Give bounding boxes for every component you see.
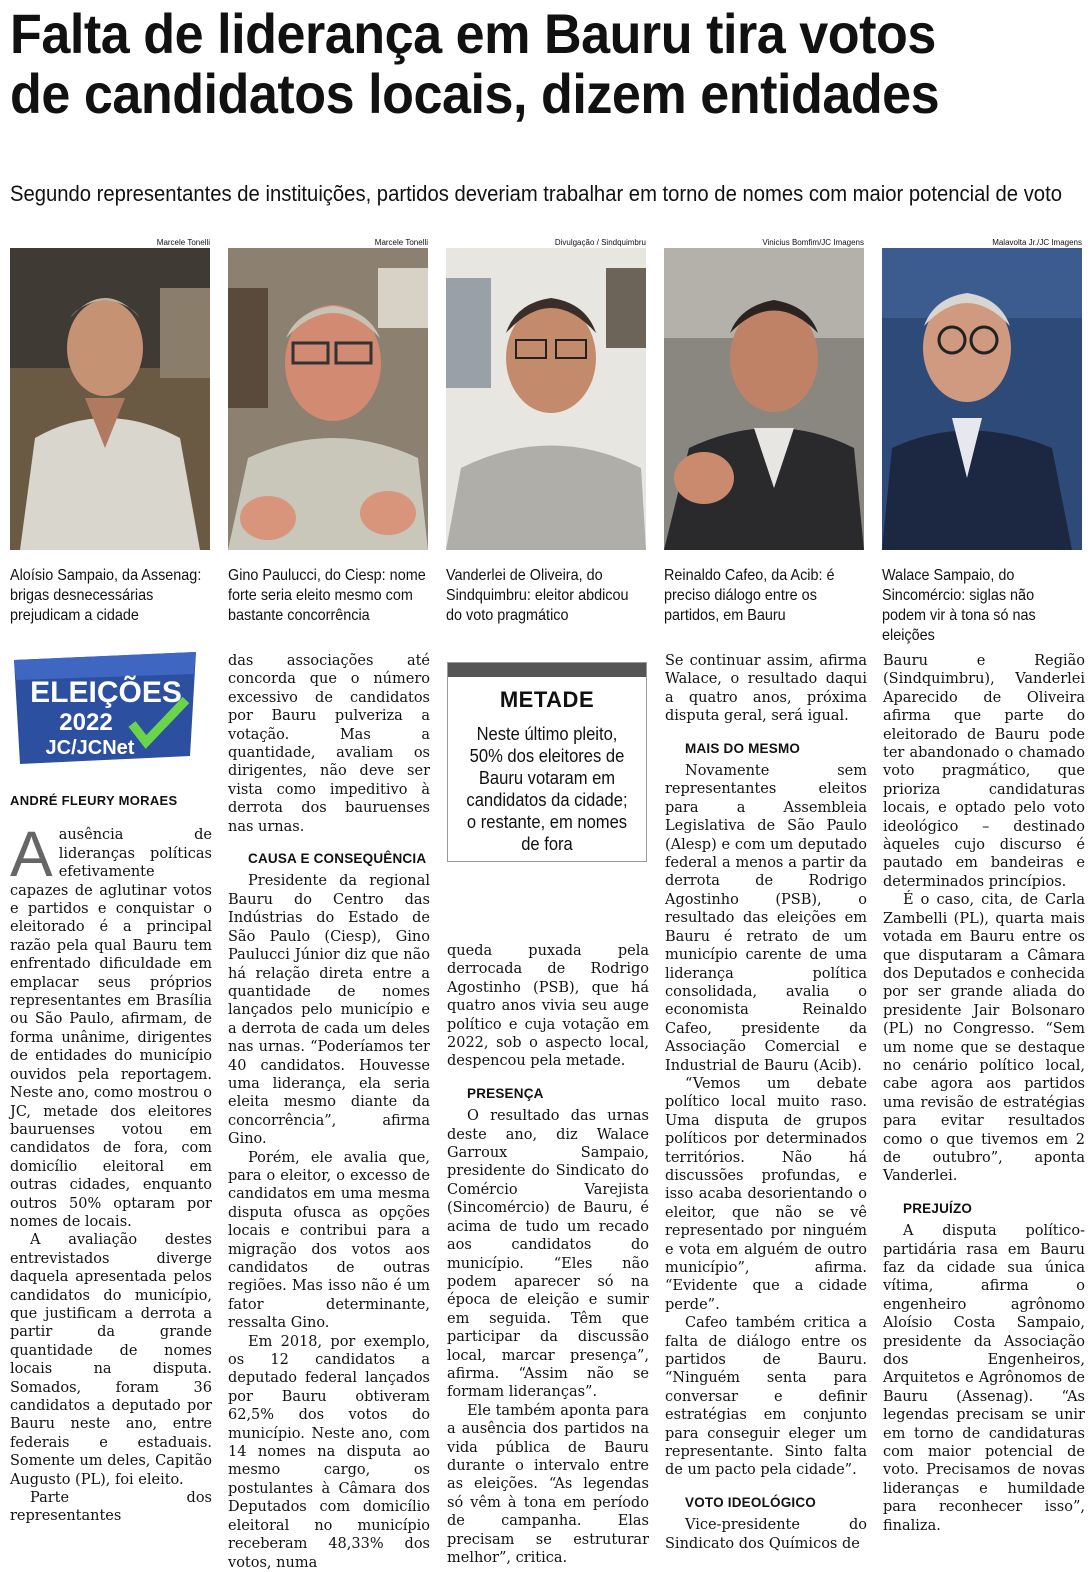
- article-paragraph: Vice-presidente do Sindicato dos Químicos de: [665, 1517, 867, 1552]
- section-heading: PRESENÇA: [467, 1085, 544, 1101]
- article-paragraph: Aausência de lideranças políticas efetivamente capazes de aglutinar votos e partidos e conquistar o eleitorado é a principal razão pela qual Bauru tem enfrentado dificuldade em emplacar seus próprios representantes em Brasília ou São Paulo, afirmam, de forma unânime, dirigentes de entidades do município ouvidos pela reportagem. Neste ano, como mostrou o JC, metade dos eleitores bauruenses votou em candidatos de fora, com domicílio eleitoral em outras cidades, enquanto outros 50% optaram por nomes de locais.: [10, 818, 212, 1230]
- article-column-5: [883, 652, 1085, 1535]
- article-paragraph: Porém, ele avalia que, para o eleitor, o excesso de candidatos em uma mesma disputa ofusca as opções locais e contribui para a migração dos votos aos candidatos de outras regiões. Mas isso não é um fator determinante, ressalta Gino.: [228, 1149, 430, 1332]
- elections-badge: [10, 650, 202, 768]
- article-paragraph: Novamente sem representantes eleitos para a Assembleia Legislativa de São Paulo (Alesp) e com um deputado federal a menos a partir da derrota de Rodrigo Agostinho (PSB), o resultado das eleições em Bauru é retrato de um município carente de uma liderança política consolidada, avalia o economista Reinaldo Cafeo, presidente da Associação Comercial e Industrial de Bauru (Acib).: [665, 763, 867, 1074]
- article-paragraph: É o caso, cita, de Carla Zambelli (PL), quarta mais votada em Bauru entre os que disputaram a Câmara dos Deputados e conhecida por ser grande aliada do presidente Jair Bolsonaro (PL) no Congresso. “Sem um nome que se destaque no cenário político local, cabe agora aos partidos uma revisão de estratégias para evitar resultados como o que tivemos em 2 de outubro”, aponta Vanderlei.: [883, 892, 1085, 1185]
- sidebar-text: Neste último pleito, 50% dos eleitores de Bauru votaram em candidatos da cidade; o restante, em nomes de fora: [466, 724, 628, 854]
- photo-credit: Marcele Tonelli: [374, 238, 428, 247]
- photo-caption: Walace Sampaio, do Sincomércio: siglas não podem vir à tona só nas eleições: [882, 567, 1036, 644]
- byline: ANDRÉ FLEURY MORAES: [10, 793, 178, 808]
- badge-year: 2022: [59, 709, 113, 736]
- sidebar-box: [447, 662, 647, 862]
- portrait-photo: [446, 248, 646, 550]
- portrait-photo: [10, 248, 210, 550]
- article-paragraph: Em 2018, por exemplo, os 12 candidatos a deputado federal lançados por Bauru obtiveram 62,5% dos votos do município. Neste ano, com 14 nomes na disputa ao mesmo cargo, os postulantes à Câmara dos Deputados com domicílio eleitoral no município receberam 48,33% dos votos, numa: [228, 1333, 430, 1571]
- article-paragraph: Parte dos representantes: [10, 1490, 212, 1525]
- badge-title: ELEIÇÕES: [30, 676, 182, 709]
- portrait-photo: [664, 248, 864, 550]
- article-paragraph: Se continuar assim, afirma Walace, o resultado daqui a quatro anos, próxima disputa geral, será igual.: [665, 653, 867, 725]
- headline-line-1: Falta de liderança em Bauru tira votos: [10, 2, 936, 65]
- article-column-4: [665, 652, 867, 1553]
- headline-line-2: de candidatos locais, dizem entidades: [10, 62, 940, 125]
- photo-credit: Marcele Tonelli: [156, 238, 210, 247]
- photo-block-paulucci: [228, 238, 428, 626]
- drop-cap: A: [10, 818, 53, 891]
- article-paragraph: “Vemos um debate político local muito raso. Uma disputa de grupos políticos por determinados territórios. Não há discussões profundas, e isso acaba desorientando o eleitor, que não se vê representado por ninguém e vota em alguém de outro município”, afirma. “Evidente que a cidade perde”.: [665, 1075, 867, 1313]
- photo-credit: Vinicius Bomfim/JC Imagens: [762, 238, 864, 247]
- article-column-1: [10, 792, 212, 1526]
- headline: [10, 4, 1009, 124]
- sidebar-bar: [448, 663, 646, 677]
- photo-caption: Reinaldo Cafeo, da Acib: é preciso diálogo entre os partidos, em Bauru: [664, 567, 835, 624]
- photo-credit: Divulgação / Sindquimbru: [554, 238, 646, 247]
- article-paragraph: O resultado das urnas deste ano, diz Walace Garroux Sampaio, presidente do Sindicato do Comércio Varejista (Sincomércio) de Bauru, é acima de tudo um recado aos candidatos do município. “Eles não podem aparecer só na época de eleição e sumir em seguida. Têm que participar da discussão local, marcar presença”, afirma. “Assim não se formam lideranças”.: [447, 1108, 649, 1401]
- article-column-2: [228, 652, 430, 1572]
- portrait-photo: [228, 248, 428, 550]
- article-paragraph: Presidente da regional Bauru do Centro das Indústrias do Estado de São Paulo (Ciesp), Gino Paulucci Júnior diz que não há relação direta entre a quantidade de nomes lançados pelo município e a derrota de cada um deles nas urnas. “Poderíamos ter 40 candidatos. Houvesse uma liderança, ela seria eleita mesmo diante da concorrência”, afirma Gino.: [228, 873, 430, 1148]
- photo-caption: Vanderlei de Oliveira, do Sindquimbru: eleitor abdicou do voto pragmático: [446, 567, 629, 624]
- sidebar-title: METADE: [499, 687, 595, 712]
- badge-brand: JC/JCNet: [45, 737, 135, 759]
- photo-block-walace: [882, 238, 1082, 646]
- article-paragraph: Cafeo também critica a falta de diálogo entre os partidos de Bauru. “Ninguém senta para conversar e definir estratégias em conjunto para conseguir eleger um representante. Sinto falta de um pacto pela cidade”.: [665, 1315, 867, 1479]
- photo-block-oliveira: [446, 238, 646, 626]
- photo-credit: Malavolta Jr./JC Imagens: [992, 238, 1082, 247]
- article-column-3: [447, 942, 649, 1567]
- article-paragraph: A disputa político-partidária rasa em Bauru faz da cidade sua única vítima, afirma o engenheiro agrônomo Aloísio Costa Sampaio, presidente da Associação dos Engenheiros, Arquitetos e Agrônomos de Bauru (Assenag). “As legendas precisam se unir em torno de candidaturas com maior potencial de voto. Precisamos de novas lideranças e humildade para reconhecer isso”, finaliza.: [883, 1223, 1085, 1534]
- section-heading: VOTO IDEOLÓGICO: [685, 1494, 817, 1510]
- article-paragraph: Bauru e Região (Sindquimbru), Vanderlei Aparecido de Oliveira afirma que parte do eleitorado de Bauru pode ter abandonado o chamado voto pragmático, que prioriza candidaturas locais, e optado pelo voto ideológico – destinado àqueles cujo discurso é pautado em bandeiras e determinados princípios.: [883, 653, 1085, 890]
- article-paragraph: queda puxada pela derrocada de Rodrigo Agostinho (PSB), que há quatro anos vivia seu auge político e cuja votação em 2022, sob o aspecto local, despencou pela metade.: [447, 943, 649, 1070]
- photo-block-cafeo: [664, 238, 864, 626]
- article-paragraph: Ele também aponta para a ausência dos partidos na vida pública de Bauru durante o intervalo entre as eleições. “As legendas só vêm à tona em período de campanha. Elas precisam se estruturar melhor”, critica.: [447, 1402, 649, 1566]
- article-paragraph: A avaliação destes entrevistados diverge daquela apresentada pelos candidatos do município, que justificam a derrota a partir da grande quantidade de nomes locais na disputa. Somados, foram 36 candidatos a deputado por Bauru neste ano, entre federais e estaduais. Somente um deles, Capitão Augusto (PL), foi eleito.: [10, 1232, 212, 1488]
- photo-block-sampaio: [10, 238, 210, 626]
- section-heading: CAUSA E CONSEQUÊNCIA: [248, 851, 427, 867]
- photo-caption: Gino Paulucci, do Ciesp: nome forte seria eleito mesmo com bastante concorrência: [228, 567, 426, 624]
- section-heading: MAIS DO MESMO: [685, 740, 801, 756]
- subhead: Segundo representantes de instituições, partidos deveriam trabalhar em torno de nomes com maior potencial de voto: [10, 181, 1062, 206]
- section-heading: PREJUÍZO: [903, 1200, 973, 1216]
- article-paragraph: das associações até concorda que o número excessivo de candidatos por Bauru pulveriza a votação. Mas a quantidade, avaliam os dirigentes, não deve ser vista como impeditivo à derrota dos bauruenses nas urnas.: [228, 653, 430, 835]
- portrait-photo: [882, 248, 1082, 550]
- photo-caption: Aloísio Sampaio, da Assenag: brigas desnecessárias prejudicam a cidade: [10, 567, 202, 624]
